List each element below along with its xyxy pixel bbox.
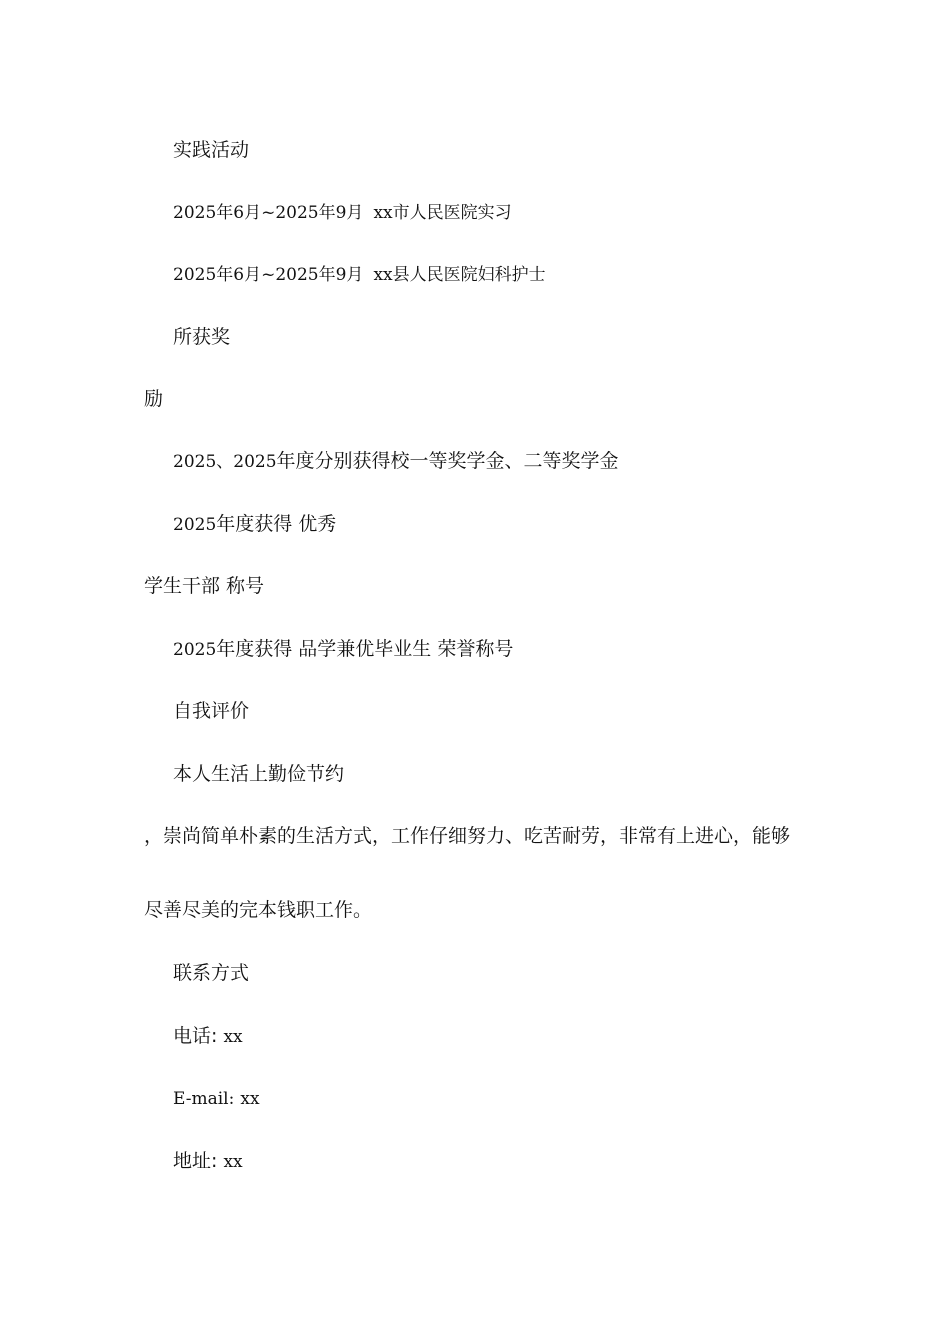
award-item-2-text-part1: 年度获得 优秀 xyxy=(216,513,337,535)
contact-phone xyxy=(173,1023,243,1050)
practice-heading: 实践活动 xyxy=(173,139,250,161)
award-item-2-year: 2025 xyxy=(173,515,217,535)
practice-item-1 xyxy=(173,199,512,226)
self-eval-line-3: 尽善尽美的完本钱职工作。 xyxy=(144,899,373,921)
practice-item-2-dates: 2025年6月~2025年9月 xyxy=(173,265,364,285)
practice-item-2-desc: xx县人民医院妇科护士 xyxy=(373,265,546,285)
contact-heading: 联系方式 xyxy=(173,962,250,984)
award-item-1-text: 年度分别获得校一等奖学金、二等奖学金 xyxy=(276,450,619,472)
award-item-2-text-part2: 学生干部 称号 xyxy=(144,575,265,597)
awards-heading-part1: 所获奖 xyxy=(173,326,231,348)
award-item-1 xyxy=(173,448,619,475)
award-item-3-year: 2025 xyxy=(173,640,217,660)
contact-email-label: E-mail: xyxy=(173,1089,235,1109)
awards-heading-part2: 励 xyxy=(144,388,164,410)
award-item-3 xyxy=(173,636,513,663)
practice-item-1-dates: 2025年6月~2025年9月 xyxy=(173,203,364,223)
award-item-2 xyxy=(173,511,336,538)
contact-phone-label: 电话: xyxy=(173,1025,218,1047)
self-eval-line-2: ，崇尚简单朴素的生活方式，工作仔细努力、吃苦耐劳，非常有上进心，能够 xyxy=(144,825,791,847)
contact-address xyxy=(173,1148,243,1175)
contact-email xyxy=(173,1085,260,1112)
contact-email-value: xx xyxy=(240,1089,260,1109)
award-item-1-year: 2025、2025 xyxy=(173,452,277,472)
award-item-3-text: 年度获得 品学兼优毕业生 荣誉称号 xyxy=(216,638,514,660)
contact-address-value: xx xyxy=(223,1152,243,1172)
contact-address-label: 地址: xyxy=(173,1150,218,1172)
self-eval-heading: 自我评价 xyxy=(173,700,250,722)
contact-phone-value: xx xyxy=(223,1027,243,1047)
practice-item-1-desc: xx市人民医院实习 xyxy=(373,203,512,223)
practice-item-2 xyxy=(173,261,546,288)
self-eval-line-1: 本人生活上勤俭节约 xyxy=(173,763,345,785)
